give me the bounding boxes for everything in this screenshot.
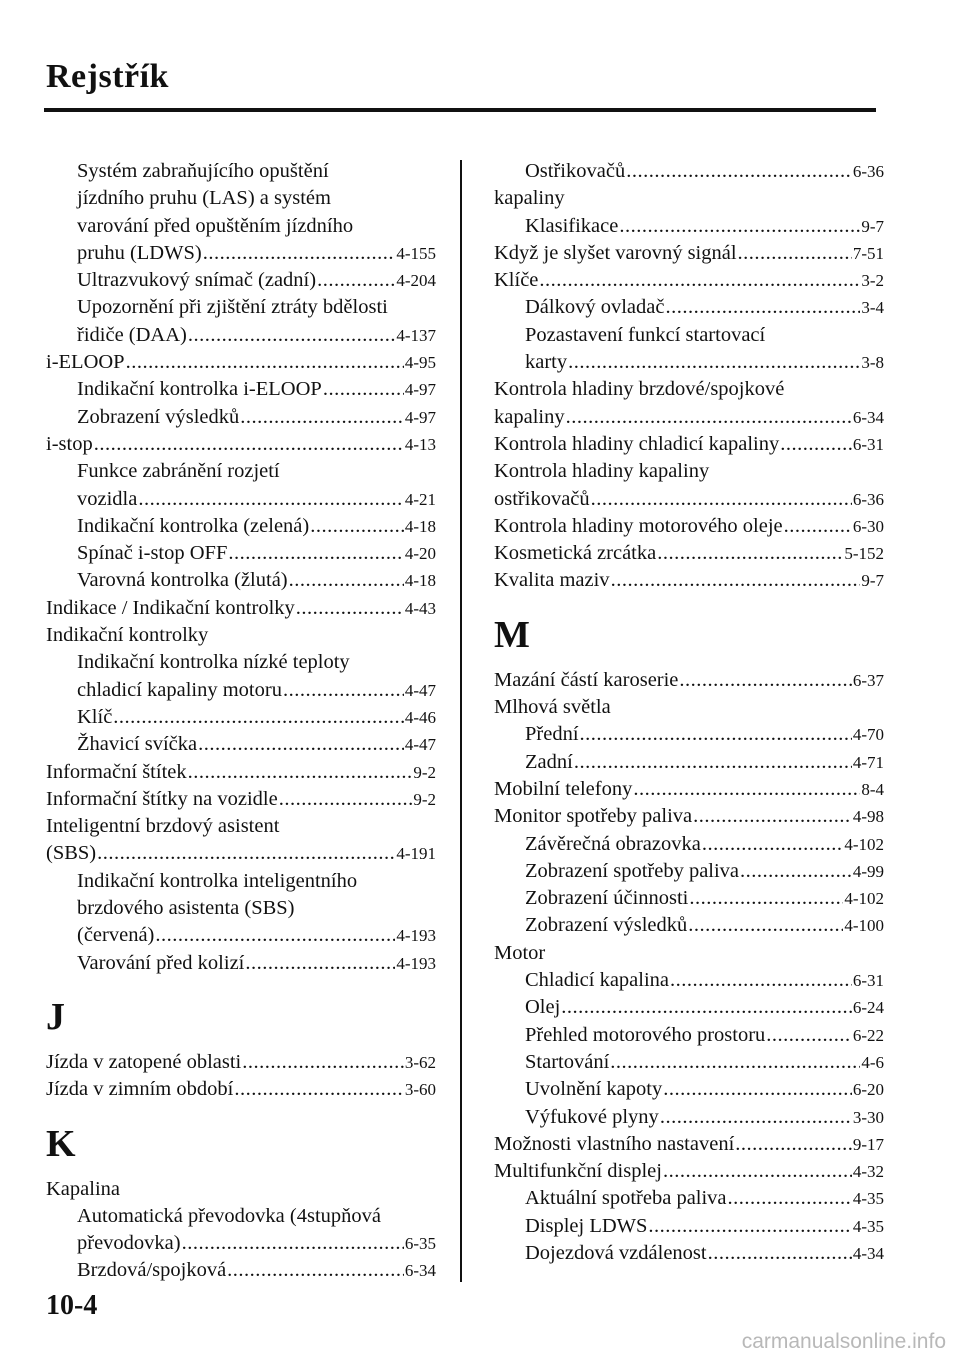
index-page-ref[interactable]: 9-7 [861, 216, 884, 236]
index-entry-text [494, 322, 884, 349]
index-entry-label: Chladicí kapalina [525, 969, 670, 992]
index-entry-label: Závěrečná obrazovka [525, 832, 701, 855]
index-entry-label: Spínač i-stop OFF [77, 542, 228, 565]
leader-dots [728, 1185, 852, 1212]
index-page-ref[interactable]: 4-6 [861, 1052, 884, 1072]
leader-dots [188, 759, 413, 786]
index-entry-label: Indikační kontrolka nízké teploty [77, 651, 350, 674]
index-entry[interactable] [46, 322, 436, 349]
index-page-ref[interactable]: 3-60 [404, 1080, 436, 1100]
index-entry-label: Když je slyšet varovný signál [494, 241, 737, 264]
index-entry-label: Mazání částí karoserie [494, 668, 679, 691]
index-entry[interactable] [46, 950, 436, 977]
index-entry[interactable] [494, 885, 884, 912]
leader-dots [539, 267, 860, 294]
index-page-ref[interactable]: 4-18 [404, 571, 436, 591]
index-page-ref[interactable]: 4-46 [404, 707, 436, 727]
index-entry-label: Jízda v zimním období [46, 1078, 234, 1101]
index-page-ref[interactable]: 4-21 [404, 489, 436, 509]
index-entry-label: Klasifikace [525, 214, 619, 237]
index-entry-label: Inteligentní brzdový asistent [46, 815, 280, 838]
leader-dots [317, 267, 395, 294]
index-entry-label: Zobrazení účinnosti [525, 887, 689, 910]
index-page-ref[interactable]: 6-35 [404, 1234, 436, 1254]
index-page-ref[interactable]: 4-34 [852, 1243, 884, 1263]
index-entry-label: Ultrazvukový snímač (zadní) [77, 269, 317, 292]
leader-dots [568, 349, 860, 376]
index-entry-label: Žhavicí svíčka [77, 733, 198, 756]
index-entry[interactable] [494, 267, 884, 294]
index-page-ref[interactable]: 9-2 [413, 762, 436, 782]
index-entry-label: Automatická převodovka (4stupňová [77, 1204, 382, 1227]
leader-dots [310, 513, 404, 540]
index-page-ref[interactable]: 6-31 [852, 434, 884, 454]
index-page-ref[interactable]: 4-97 [404, 407, 436, 427]
leader-dots [780, 431, 852, 458]
index-entry-label: řidiče (DAA) [77, 323, 187, 346]
index-letter-heading: M [494, 613, 530, 656]
index-page-ref[interactable]: 4-95 [404, 353, 436, 373]
index-page-ref[interactable]: 4-102 [844, 834, 884, 854]
index-entry-label: Přehled motorového prostoru [525, 1023, 766, 1046]
index-entry-label: Jízda v zatopené oblasti [46, 1050, 242, 1073]
index-entry-text [46, 458, 436, 485]
index-entry-label: Indikační kontrolky [46, 624, 209, 647]
index-column-left [46, 158, 436, 1285]
index-page-ref[interactable]: 9-17 [852, 1134, 884, 1154]
leader-dots [657, 540, 843, 567]
index-entry-text [46, 895, 436, 922]
index-entry-label: pruhu (LDWS) [77, 241, 202, 264]
index-entry[interactable] [46, 486, 436, 513]
index-entry[interactable] [494, 349, 884, 376]
index-entry-label: kapaliny [494, 405, 565, 428]
index-entry[interactable] [46, 513, 436, 540]
leader-dots [708, 1240, 852, 1267]
index-letter-heading: J [46, 995, 65, 1038]
leader-dots [234, 1076, 404, 1103]
leader-dots [138, 486, 403, 513]
index-page-ref[interactable]: 6-36 [852, 162, 884, 181]
index-page-ref[interactable]: 4-137 [396, 325, 436, 345]
leader-dots [561, 994, 852, 1021]
leader-dots [738, 240, 852, 267]
leader-dots [610, 1049, 860, 1076]
index-page-ref[interactable]: 6-22 [852, 1025, 884, 1045]
index-entry-text [494, 940, 884, 967]
index-entry-text [46, 213, 436, 240]
index-page-ref[interactable]: 4-193 [396, 953, 436, 973]
leader-dots [289, 567, 404, 594]
index-page-ref[interactable]: 4-35 [852, 1189, 884, 1209]
header-rule [44, 108, 876, 112]
index-page-ref[interactable]: 4-100 [844, 916, 884, 936]
index-entry[interactable] [494, 1049, 884, 1076]
leader-dots [283, 677, 404, 704]
index-page-ref[interactable]: 4-18 [404, 516, 436, 536]
index-entry[interactable] [46, 404, 436, 431]
index-page-ref[interactable]: 6-34 [852, 407, 884, 427]
index-entry[interactable] [46, 240, 436, 267]
index-entry[interactable] [46, 731, 436, 758]
index-entry-label: Mobilní telefony [494, 777, 633, 800]
leader-dots [242, 1049, 404, 1076]
leader-dots [633, 776, 860, 803]
index-entry[interactable] [494, 540, 884, 567]
index-entry-text [46, 185, 436, 212]
index-entry[interactable] [494, 513, 884, 540]
leader-dots [198, 731, 404, 758]
index-page-ref[interactable]: 7-51 [852, 243, 884, 263]
index-page-ref[interactable]: 4-43 [404, 598, 436, 618]
index-entry-label: Brzdová/spojková [77, 1259, 227, 1282]
index-entry-label: Kontrola hladiny chladicí kapaliny [494, 432, 780, 455]
index-entry[interactable] [494, 158, 884, 185]
index-entry-label: Kvalita maziv [494, 569, 610, 592]
index-column-right [494, 158, 884, 1267]
index-entry[interactable] [494, 1131, 884, 1158]
index-page-ref[interactable]: 4-193 [396, 926, 436, 946]
index-entry-text [46, 649, 436, 676]
leader-dots [94, 431, 404, 458]
index-page-ref[interactable]: 3-30 [852, 1107, 884, 1127]
index-page-ref[interactable]: 4-70 [852, 725, 884, 745]
leader-dots [735, 1131, 852, 1158]
index-page-ref[interactable]: 9-2 [413, 789, 436, 809]
leader-dots [113, 704, 404, 731]
index-page-ref[interactable]: 9-7 [861, 571, 884, 591]
index-entry[interactable] [46, 567, 436, 594]
index-entry[interactable] [46, 1230, 436, 1257]
index-entry[interactable] [46, 922, 436, 949]
index-entry-label: Motor [494, 941, 546, 964]
index-entry-label: Kontrola hladiny brzdové/spojkové [494, 378, 785, 401]
index-letter-heading: K [46, 1122, 76, 1165]
index-entry[interactable] [494, 967, 884, 994]
index-page-ref[interactable]: 3-8 [861, 353, 884, 373]
leader-dots [611, 567, 861, 594]
leader-dots [279, 786, 413, 813]
index-entry-label: (červená) [77, 924, 155, 947]
index-entry-label: Indikace / Indikační kontrolky [46, 596, 295, 619]
index-entry-text [46, 1203, 436, 1230]
index-entry[interactable] [494, 831, 884, 858]
index-entry[interactable] [494, 858, 884, 885]
index-entry[interactable] [494, 1076, 884, 1103]
index-page-ref[interactable]: 6-30 [852, 516, 884, 536]
index-entry-label: Kosmetická zrcátka [494, 542, 657, 565]
leader-dots [97, 840, 395, 867]
index-entry[interactable] [494, 721, 884, 748]
index-entry[interactable] [46, 840, 436, 867]
index-entry-label: Kapalina [46, 1177, 120, 1200]
index-entry[interactable] [494, 213, 884, 240]
index-entry-label: i-ELOOP [46, 351, 125, 374]
leader-dots [574, 749, 852, 776]
index-page-ref[interactable]: 4-71 [852, 752, 884, 772]
index-entry-label: Multifunkční displej [494, 1160, 662, 1183]
index-entry-label: Zobrazení výsledků [525, 914, 688, 937]
leader-dots [203, 240, 396, 267]
index-page-ref[interactable]: 4-20 [404, 544, 436, 564]
leader-dots [663, 1076, 852, 1103]
leader-dots [188, 322, 395, 349]
index-entry-label: Monitor spotřeby paliva [494, 805, 693, 828]
index-entry-text [46, 1176, 436, 1203]
page-title: Rejstřík [46, 58, 169, 95]
index-page-ref[interactable]: 4-155 [396, 243, 436, 263]
index-entry[interactable] [494, 1158, 884, 1185]
leader-dots [580, 721, 852, 748]
leader-dots [323, 376, 404, 403]
index-entry[interactable] [46, 1076, 436, 1103]
index-entry-label: Přední [525, 723, 579, 746]
index-entry-text [494, 376, 884, 403]
index-entry[interactable] [46, 759, 436, 786]
index-entry-label: Dálkový ovladač [525, 296, 665, 319]
index-entry-label: Indikační kontrolka inteligentního [77, 869, 358, 892]
leader-dots [566, 404, 852, 431]
index-entry-label: Kontrola hladiny motorového oleje [494, 514, 783, 537]
leader-dots [688, 912, 843, 939]
index-entry-text [494, 694, 884, 721]
index-page-ref[interactable]: 3-4 [861, 298, 884, 318]
leader-dots [648, 1213, 851, 1240]
index-entry-label: Ostřikovačů [525, 160, 626, 182]
index-entry[interactable] [494, 294, 884, 321]
index-entry-text [46, 158, 436, 185]
index-entry[interactable] [46, 677, 436, 704]
index-page-ref[interactable]: 6-34 [404, 1261, 436, 1281]
leader-dots [296, 595, 404, 622]
index-entry[interactable] [494, 1213, 884, 1240]
index-entry-label: i-stop [46, 432, 93, 455]
index-entry[interactable] [46, 349, 436, 376]
index-entry-label: Varovná kontrolka (žlutá) [77, 569, 288, 592]
index-entry-label: Upozornění při zjištění ztráty bdělosti [77, 296, 388, 319]
index-entry-label: kapaliny [494, 187, 565, 210]
page-number: 10-4 [46, 1290, 98, 1321]
index-page-ref[interactable]: 4-47 [404, 735, 436, 755]
index-entry-label: Klíče [494, 269, 539, 292]
index-entry-label: Uvolnění kapoty [525, 1078, 663, 1101]
index-entry-label: Zobrazení spotřeby paliva [525, 859, 740, 882]
index-entry-text [46, 294, 436, 321]
index-entry-label: Informační štítky na vozidle [46, 787, 278, 810]
index-entry[interactable] [494, 1022, 884, 1049]
index-entry[interactable] [494, 1185, 884, 1212]
leader-dots [126, 349, 404, 376]
index-entry-label: Displej LDWS [525, 1214, 648, 1237]
index-entry-label: Varování před kolizí [77, 951, 245, 974]
index-entry-label: Informační štítek [46, 760, 187, 783]
index-entry-label: Zobrazení výsledků [77, 405, 240, 428]
leader-dots [245, 950, 395, 977]
index-entry-text [494, 185, 884, 212]
index-entry-label: Aktuální spotřeba paliva [525, 1187, 727, 1210]
leader-dots [740, 858, 852, 885]
index-entry-label: jízdního pruhu (LAS) a systém [77, 187, 331, 210]
leader-dots [670, 967, 852, 994]
index-page-ref[interactable]: 8-4 [861, 779, 884, 799]
index-page-ref[interactable]: 6-31 [852, 971, 884, 991]
index-entry-label: Zadní [525, 750, 573, 773]
index-entry[interactable] [494, 567, 884, 594]
index-entry-label: Pozastavení funkcí startovací [525, 323, 766, 346]
index-entry[interactable] [494, 486, 884, 513]
index-entry-label: Olej [525, 996, 561, 1019]
leader-dots [240, 404, 404, 431]
index-entry-label: převodovka) [77, 1232, 181, 1255]
index-page-ref[interactable]: 3-62 [404, 1052, 436, 1072]
index-entry[interactable] [494, 776, 884, 803]
index-entry[interactable] [494, 1240, 884, 1267]
leader-dots [784, 513, 852, 540]
leader-dots [626, 158, 852, 185]
index-entry-label: brzdového asistenta (SBS) [77, 897, 295, 920]
index-entry-label: varování před opuštěním jízdního [77, 214, 354, 237]
index-entry[interactable] [46, 267, 436, 294]
index-page-ref[interactable]: 3-2 [861, 271, 884, 291]
leader-dots [689, 885, 843, 912]
index-entry[interactable] [494, 404, 884, 431]
index-entry-label: Funkce zabránění rozjetí [77, 460, 280, 483]
index-entry[interactable] [46, 1257, 436, 1284]
index-entry-label: chladicí kapaliny motoru [77, 678, 282, 701]
index-entry[interactable] [46, 376, 436, 403]
leader-dots [693, 803, 852, 830]
index-page-ref[interactable]: 6-37 [852, 670, 884, 690]
index-entry[interactable] [494, 667, 884, 694]
leader-dots [227, 1257, 404, 1284]
index-entry[interactable] [46, 704, 436, 731]
index-page-ref[interactable]: 5-152 [844, 544, 884, 564]
index-page-ref[interactable]: 4-47 [404, 680, 436, 700]
index-entry-label: Možnosti vlastního nastavení [494, 1132, 735, 1155]
index-entry-text [494, 458, 884, 485]
index-entry-text [46, 868, 436, 895]
index-entry[interactable] [494, 994, 884, 1021]
index-entry-label: (SBS) [46, 842, 97, 865]
index-entry[interactable] [46, 431, 436, 458]
index-entry-label: Indikační kontrolka i-ELOOP [77, 378, 322, 401]
index-entry-text [46, 622, 436, 649]
leader-dots [663, 1158, 852, 1185]
column-divider [460, 160, 462, 1282]
index-page-ref[interactable]: 4-98 [852, 807, 884, 827]
watermark: carmanualsonline.info [741, 1330, 946, 1353]
leader-dots [679, 667, 851, 694]
index-page-ref[interactable]: 6-20 [852, 1080, 884, 1100]
index-entry-label: ostřikovačů [494, 487, 590, 510]
index-entry[interactable] [494, 431, 884, 458]
index-entry[interactable] [494, 1104, 884, 1131]
index-entry-text [46, 813, 436, 840]
leader-dots [591, 486, 852, 513]
index-page-ref[interactable]: 4-32 [852, 1162, 884, 1182]
index-page-ref[interactable]: 4-99 [852, 861, 884, 881]
index-entry-label: karty [525, 351, 568, 374]
leader-dots [665, 294, 860, 321]
index-entry-label: Indikační kontrolka (zelená) [77, 514, 310, 537]
index-entry-label: Kontrola hladiny kapaliny [494, 460, 710, 483]
index-entry[interactable] [46, 540, 436, 567]
index-page-ref[interactable]: 4-102 [844, 889, 884, 909]
leader-dots [182, 1230, 404, 1257]
index-page-ref[interactable]: 4-35 [852, 1216, 884, 1236]
index-entry-label: vozidla [77, 487, 138, 510]
index-entry[interactable] [46, 595, 436, 622]
leader-dots [155, 922, 395, 949]
leader-dots [619, 213, 860, 240]
index-entry[interactable] [494, 240, 884, 267]
leader-dots [766, 1022, 852, 1049]
index-page-ref[interactable]: 4-204 [396, 271, 436, 291]
index-page-ref[interactable]: 4-191 [396, 844, 436, 864]
index-page-ref[interactable]: 4-13 [404, 434, 436, 454]
index-entry[interactable] [46, 786, 436, 813]
index-entry[interactable] [494, 803, 884, 830]
index-entry-label: Startování [525, 1050, 610, 1073]
index-entry-label: Výfukové plyny [525, 1105, 659, 1128]
index-entry-label: Systém zabraňujícího opuštění [77, 160, 329, 182]
index-page-ref[interactable]: 6-24 [852, 998, 884, 1018]
index-page-ref[interactable]: 6-36 [852, 489, 884, 509]
index-entry-label: Dojezdová vzdálenost [525, 1241, 707, 1264]
index-entry-label: Klíč [77, 705, 113, 728]
leader-dots [702, 831, 843, 858]
index-entry[interactable] [494, 749, 884, 776]
index-entry-label: Mlhová světla [494, 696, 611, 719]
index-page-ref[interactable]: 4-97 [404, 380, 436, 400]
index-entry[interactable] [46, 1049, 436, 1076]
leader-dots [660, 1104, 852, 1131]
leader-dots [228, 540, 403, 567]
index-entry[interactable] [494, 912, 884, 939]
